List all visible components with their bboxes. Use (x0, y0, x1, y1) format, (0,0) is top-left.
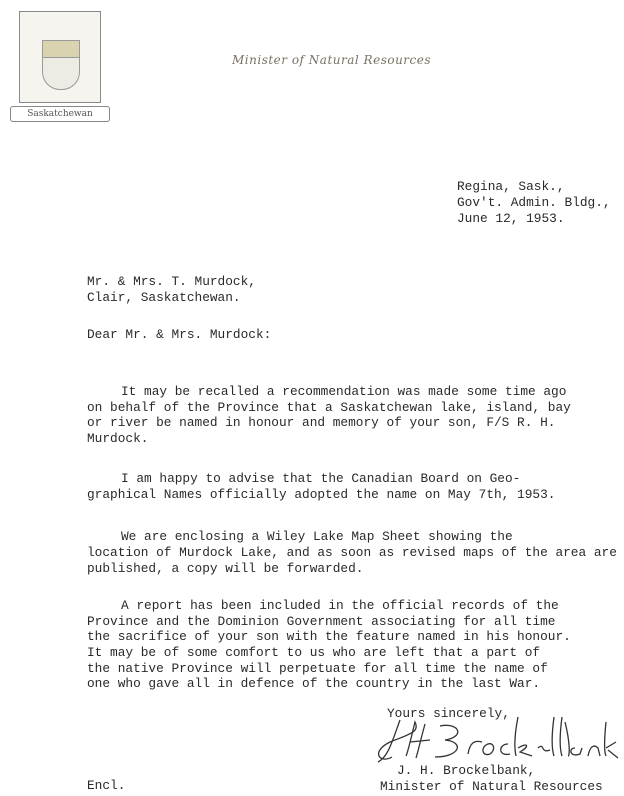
paragraph-line: or river be named in honour and memory of your son, F/S R. H. (87, 415, 556, 430)
paragraph-line: Murdock. (87, 431, 149, 446)
paragraph-line: We are enclosing a Wiley Lake Map Sheet showing the (121, 529, 513, 544)
paragraph-line: one who gave all in defence of the country in the last War. (87, 676, 541, 691)
paragraph-line: published, a copy will be forwarded. (87, 561, 364, 576)
paragraph-line: I am happy to advise that the Canadian Board on Geo- (121, 471, 521, 486)
address-line: Gov't. Admin. Bldg., (457, 195, 611, 210)
paragraph-line: on behalf of the Province that a Saskatchewan lake, island, bay (87, 400, 571, 415)
recipient-line: Mr. & Mrs. T. Murdock, (87, 274, 256, 289)
paragraph-line: It may be recalled a recommendation was made some time ago (121, 384, 567, 399)
signer-title: Minister of Natural Resources (380, 779, 603, 794)
address-line: June 12, 1953. (457, 211, 565, 226)
letterhead-title: Minister of Natural Resources (232, 53, 432, 67)
paragraph-line: the sacrifice of your son with the feature named in his honour. (87, 629, 571, 644)
shield-icon (42, 40, 80, 90)
crest-banner: Saskatchewan (10, 106, 110, 122)
paragraph-line: location of Murdock Lake, and as soon as revised maps of the area are (87, 545, 617, 560)
signer-name: J. H. Brockelbank, (397, 763, 536, 778)
saskatchewan-crest (19, 11, 101, 103)
address-line: Regina, Sask., (457, 179, 565, 194)
recipient-line: Clair, Saskatchewan. (87, 290, 241, 305)
enclosure-note: Encl. (87, 778, 126, 793)
paragraph-line: graphical Names officially adopted the name on May 7th, 1953. (87, 487, 556, 502)
paragraph-line: It may be of some comfort to us who are left that a part of (87, 645, 541, 660)
salutation: Dear Mr. & Mrs. Murdock: (87, 327, 272, 342)
closing: Yours sincerely, (387, 706, 510, 721)
paragraph-line: A report has been included in the official records of the (121, 598, 559, 613)
paragraph-line: the native Province will perpetuate for all time the name of (87, 661, 548, 676)
paragraph-line: Province and the Dominion Government associating for all time (87, 614, 556, 629)
